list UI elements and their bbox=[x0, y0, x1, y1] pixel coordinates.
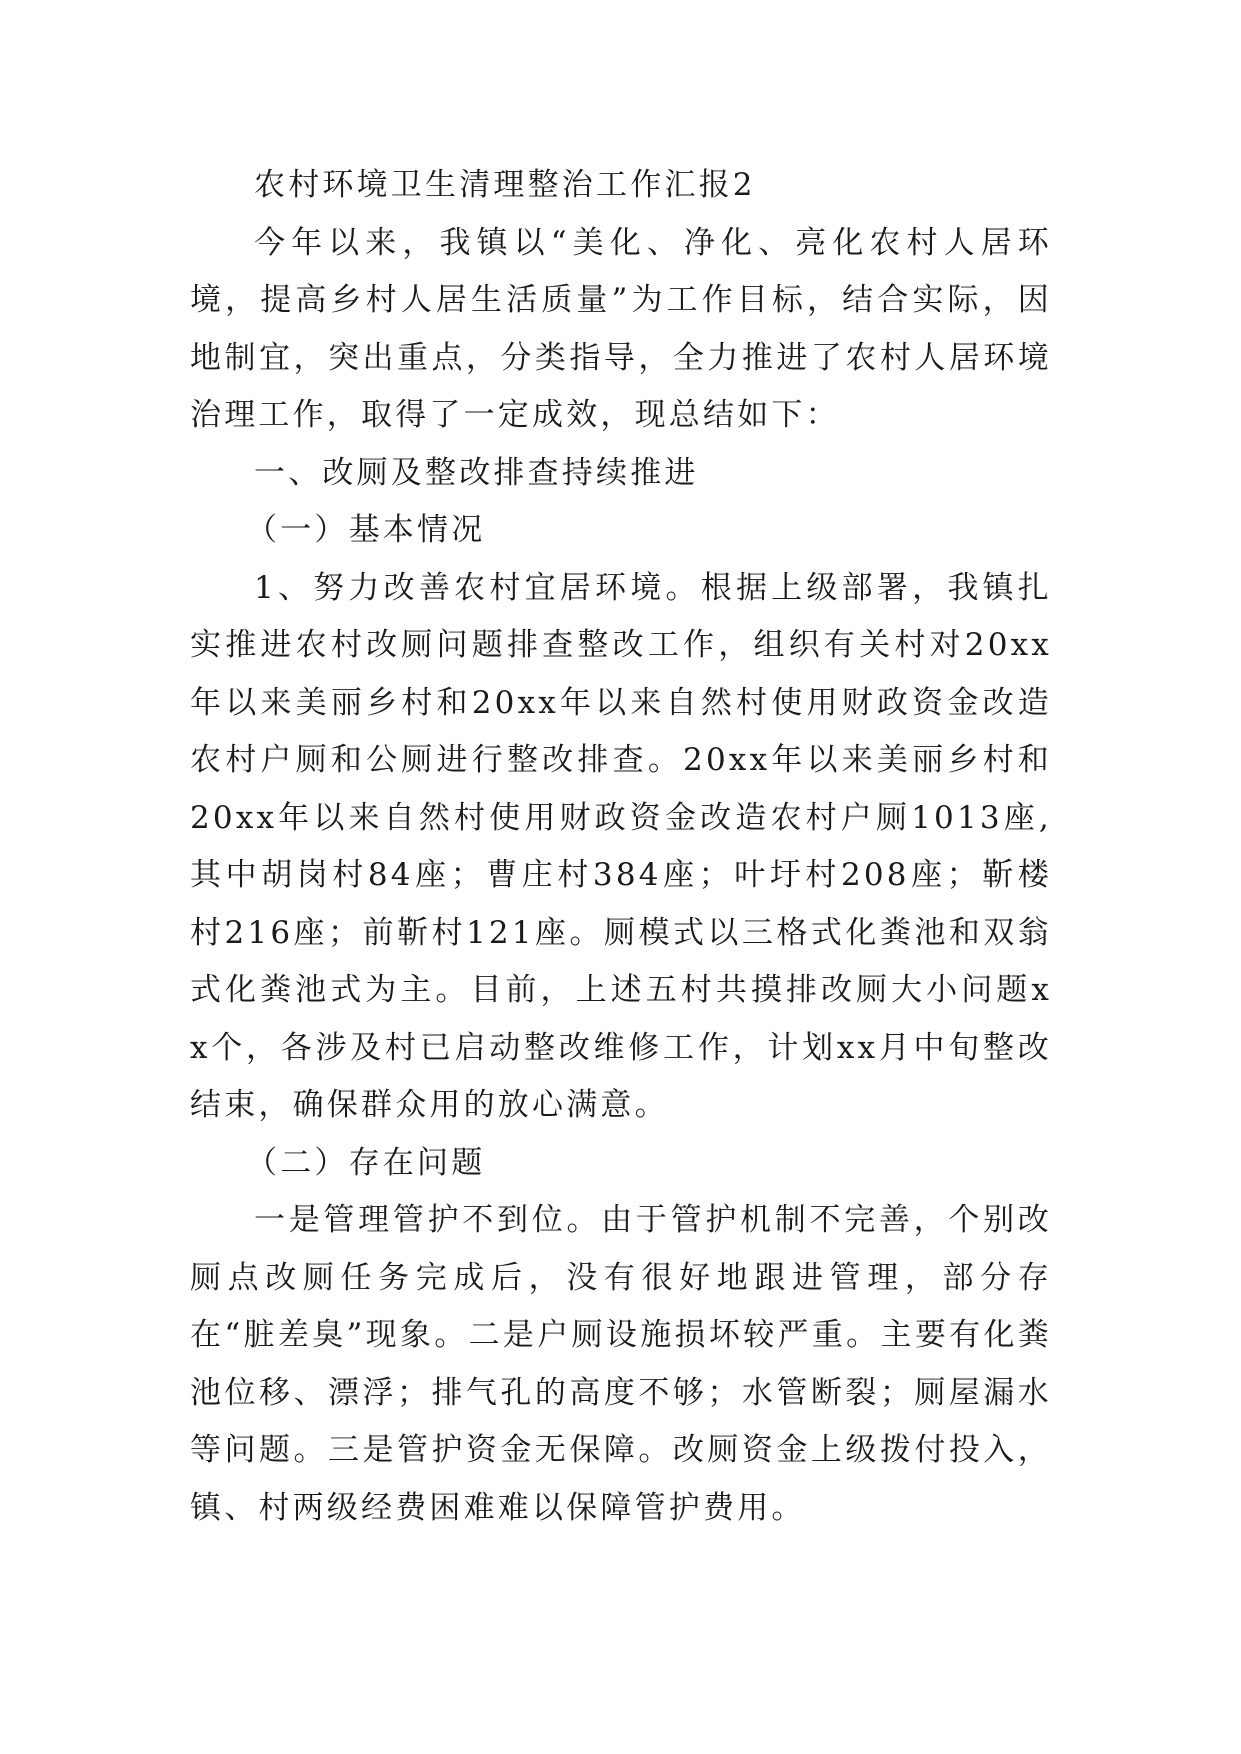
document-title: 农村环境卫生清理整治工作汇报2 bbox=[254, 167, 756, 203]
existing-problems-paragraph: 一是管理管护不到位。由于管护机制不完善，个别改厕点改厕任务完成后，没有很好地跟进管理，部分存在“脏差臭”现象。二是户厕设施损坏较严重。主要有化粪池位移、漂浮；排气孔的高度不够；水管断裂；厕屋漏水等问题。三是管护资金无保障。改厕资金上级拨付投入，镇、村两级经费困难难以保障管护费用。 bbox=[190, 1202, 1052, 1526]
document-body bbox=[190, 157, 1052, 1537]
subsection-heading-existing-problems: （二）存在问题 bbox=[246, 1144, 486, 1181]
intro-paragraph: 今年以来，我镇以“美化、净化、亮化农村人居环境，提高乡村人居生活质量”为工作目标，结合实际，因地制宜，突出重点，分类指导，全力推进了农村人居环境治理工作，取得了一定成效，现总结如下： bbox=[190, 224, 1052, 433]
subsection-heading-basic-situation: （一）基本情况 bbox=[246, 512, 486, 548]
section-heading-1: 一、改厕及整改排查持续推进 bbox=[254, 454, 699, 491]
basic-situation-paragraph: 1、努力改善农村宜居环境。根据上级部署，我镇扎实推进农村改厕问题排查整改工作，组织有关村对20xx年以来美丽乡村和20xx年以来自然村使用财政资金改造农村户厕和公厕进行整改排查。20xx年以来美丽乡村和20xx年以来自然村使用财政资金改造农村户厕1013座,其中胡岗村84座；曹庄村384座；叶圩村208座；靳楼村216座；前靳村121座。厕模式以三格式化粪池和双翁式化粪池式为主。目前，上述五村共摸排改厕大小问题xx个，各涉及村已启动整改维修工作，计划xx月中旬整改结束，确保群众用的放心满意。 bbox=[190, 569, 1052, 1123]
